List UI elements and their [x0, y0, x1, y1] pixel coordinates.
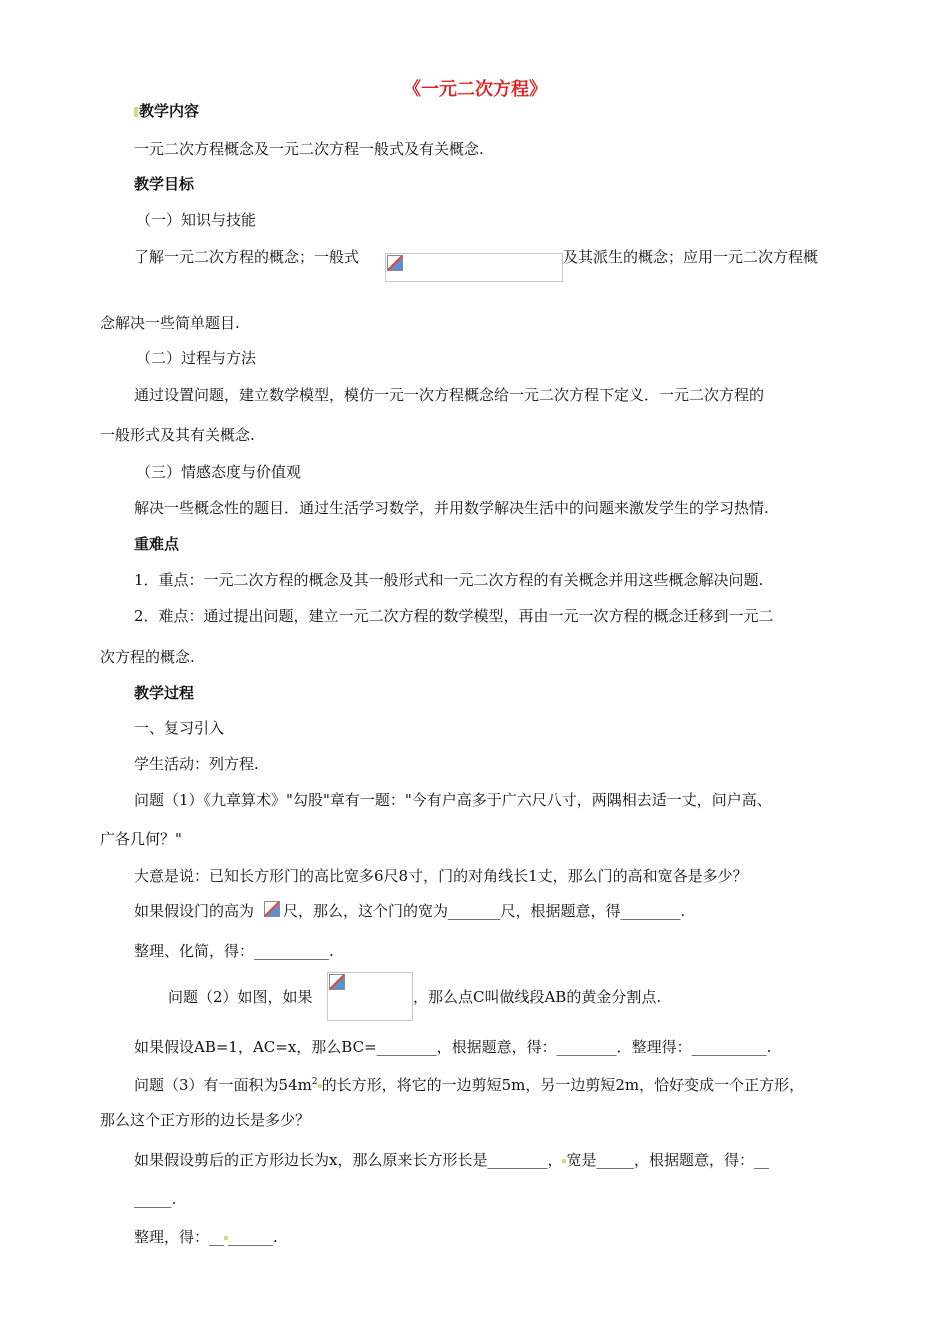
question1-b: 广各几何？" — [100, 830, 182, 848]
broken-image-icon — [264, 901, 280, 917]
question1-a: 问题（1）《九章算术》"勾股"章有一题："今有户高多于广六尺八寸，两隅相去适一丈，问户高、 — [134, 791, 772, 809]
goals-p3: 解决一些概念性的题目．通过生活学习数学，并用数学解决生活中的问题来激发学生的学习热情. — [134, 499, 769, 517]
assume1-a: 如果假设门的高为 — [134, 902, 255, 920]
section-heading-goals: 教学目标 — [134, 175, 195, 193]
key-p1: 1．重点：一元二次方程的概念及其一般形式和一元二次方程的有关概念并用这些概念解决问题. — [134, 571, 764, 589]
assume3-a: 如果假设剪后的正方形边长为x，那么原来长方形长是________， 宽是_____，根据题意，得：__ — [134, 1151, 769, 1169]
question2-b: ，那么点C叫做线段AB的黄金分割点. — [413, 988, 662, 1006]
question1-meaning: 大意是说：已知长方形门的高比宽多6尺8寸，门的对角线长1丈，那么门的高和宽各是多少？ — [134, 867, 748, 885]
goals-p2a: 通过设置问题，建立数学模型，模仿一元一次方程概念给一元二次方程下定义．一元二次方程的 — [134, 386, 765, 404]
general-form-formula-image — [385, 253, 563, 282]
process-activity: 学生活动：列方程. — [134, 755, 259, 773]
simplify-line: 整理、化简，得：__________. — [134, 942, 334, 960]
section-heading-content: 教学内容 — [134, 102, 199, 120]
assume1-b: 尺，那么，这个门的宽为_______尺，根据题意，得________. — [283, 902, 686, 920]
goals-sub2: （二）过程与方法 — [136, 349, 257, 367]
variable-image — [264, 901, 281, 918]
goals-p1a: 了解一元二次方程的概念；一般式 — [134, 248, 360, 266]
goals-p1c: 念解决一些简单题目. — [100, 314, 240, 332]
question2-a: 问题（2）如图，如果 — [168, 988, 313, 1006]
question3-b: 那么这个正方形的边长是多少？ — [100, 1111, 311, 1129]
document-title: 《一元二次方程》 — [403, 79, 547, 100]
assume2-line: 如果假设AB=1，AC=x，那么BC=________，根据题意，得：________．整理得：__________. — [134, 1038, 772, 1056]
goals-p2b: 一般形式及其有关概念. — [100, 426, 255, 444]
goals-sub1: （一）知识与技能 — [136, 211, 257, 229]
assume3-b: _____. — [134, 1190, 177, 1208]
goals-sub3: （三）情感态度与价值观 — [136, 463, 302, 481]
process-sub1: 一、复习引入 — [134, 719, 225, 737]
section-heading-key: 重难点 — [134, 535, 180, 553]
final-line: 整理，得：__ ______. — [134, 1228, 278, 1246]
goals-p1b: 及其派生的概念；应用一元二次方程概 — [563, 248, 819, 266]
broken-image-icon — [329, 974, 345, 990]
golden-ratio-formula-image — [327, 972, 413, 1021]
key-p2b: 次方程的概念. — [100, 648, 195, 666]
content-text: 一元二次方程概念及一元二次方程一般式及有关概念. — [134, 140, 484, 158]
question3-a: 问题（3）有一面积为$54m^2$ 的长方形，将它的一边剪短5m，另一边剪短2m，恰好变成一个正方形， — [134, 1076, 805, 1094]
section-heading-process: 教学过程 — [134, 684, 195, 702]
key-p2a: 2．难点：通过提出问题，建立一元二次方程的数学模型，再由一元一次方程的概念迁移到一元二 — [134, 607, 774, 625]
heading-marker — [134, 107, 138, 117]
broken-image-icon — [387, 255, 403, 271]
